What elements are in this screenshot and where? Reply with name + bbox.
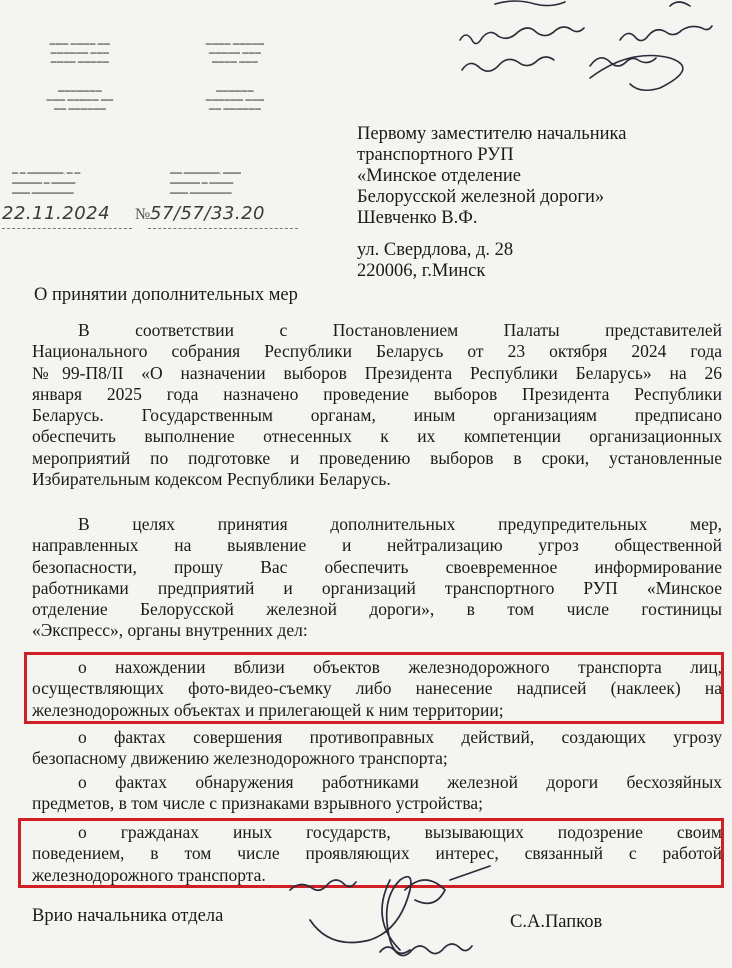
addressee-line: Белорусской железной дороги»: [357, 187, 605, 207]
text-line: о нахождении вблизи объектов железнодорожного транспорта лиц,: [78, 657, 722, 677]
subject-line: О принятии дополнительных мер: [34, 285, 298, 305]
letterhead-address-left: ▬ ▬ ▬▬▬▬▬▬, ▬ ▬ ▬▬▬▬▬ ▬ ▬▬▬▬ ▬▬▬ ▬▬▬▬▬▬▬: [12, 170, 81, 196]
paragraph-2: [32, 514, 722, 642]
addressee-line: транспортного РУП: [357, 145, 514, 165]
signatory-title: Врио начальника отдела: [32, 906, 224, 926]
registration-date: 22.11.2024: [2, 203, 111, 224]
list-item-2: [32, 727, 722, 770]
number-underline: [148, 228, 298, 229]
text-line: обеспечить выполнение отнесенных к их компетенции организационных: [32, 426, 722, 447]
text-line: работниками предприятий и организаций транспортного РУП «Минское: [32, 577, 722, 598]
letterhead-address-right: ▬▬ ▬▬▬▬▬▬, ▬▬▬ ▬▬▬▬▬ ▬ ▬▬▬▬ ▬▬▬ ▬▬▬▬▬▬▬: [170, 170, 242, 196]
text-line: поведением, в том числе проявляющих интерес, связанный с работой: [32, 843, 722, 864]
handwritten-resolution: [440, 0, 732, 100]
text-line: о фактах обнаружения работниками железной дороги бесхозяйных: [78, 772, 722, 792]
addressee: [357, 124, 626, 229]
text-line: предметов, в том числе с признаками взрывного устройства;: [32, 793, 484, 814]
addressee-line: «Минское отделение: [357, 166, 521, 186]
text-line: железнодорожных объектах и прилегающей к ним территории;: [32, 699, 504, 720]
text-line: Национального собрания Республики Беларусь от 23 октября 2024 года: [32, 341, 722, 362]
signatory-name: С.А.Папков: [510, 912, 603, 932]
letterhead-right: ▬▬▬▬ ▬▬▬▬▬ ▬▬▬▬▬ ▬▬▬ ▬▬▬▬ ▬▬▬ ▬▬▬▬▬▬ ▬▬▬▬▬▬ ▬▬▬ ▬▬ ▬▬▬▬▬▬: [205, 41, 265, 112]
list-item-3: [32, 772, 722, 815]
registration-number: 57/57/33.20: [150, 203, 265, 224]
text-line: безопасности, прошу Вас обеспечить своевременное информирование: [32, 556, 722, 577]
handwritten-signature: [280, 860, 510, 968]
date-underline: [2, 228, 132, 229]
text-line: В целях принятия дополнительных предупредительных мер,: [78, 514, 722, 534]
list-item-1: [32, 657, 722, 721]
text-line: №99-П8/II «О назначении выборов Президента Республики Беларусь» на 26: [32, 362, 722, 383]
text-line: направленных на выявление и нейтрализацию угроз общественной: [32, 535, 722, 556]
text-line: отделение Белорусской железной дороги», в том числе гостиницы: [32, 599, 722, 620]
address-line: 220006, г.Минск: [357, 261, 486, 281]
addressee-line: Первому заместителю начальника: [357, 124, 627, 144]
address-line: ул. Свердлова, д. 28: [357, 240, 514, 260]
text-line: января 2025 года назначено проведение выборов Президента Республики: [32, 383, 722, 404]
text-line: осуществляющих фото-видео-съемку либо нанесение надписей (наклеек) на: [32, 678, 722, 699]
text-line: «Экспресс», органы внутренних дел:: [32, 620, 308, 641]
text-line: о гражданах иных государств, вызывающих подозрение своим: [78, 822, 722, 842]
number-sign: №: [135, 206, 151, 223]
text-line: В соответствии с Постановлением Палаты представителей: [78, 320, 722, 340]
text-line: мероприятий по подготовке и проведению выборов в сроки, установленные: [32, 447, 722, 468]
paragraph-1: [32, 320, 722, 490]
text-line: Избирательным кодексом Республики Беларусь.: [32, 469, 391, 490]
letterhead-left: ▬▬▬ ▬▬▬▬ ▬▬ ▬▬▬▬▬▬ ▬▬▬ ▬▬▬▬ ▬▬▬▬▬ ▬▬▬▬▬▬▬ ▬▬▬ ▬▬▬▬▬ ▬▬ ▬▬ ▬▬▬▬▬▬: [46, 41, 114, 112]
text-line: о фактах совершения противоправных действий, создающих угрозу: [78, 727, 722, 747]
text-line: безопасному движению железнодорожного транспорта;: [32, 748, 448, 769]
addressee-address: [357, 240, 513, 282]
text-line: Беларусь. Государственным органам, иным организациям предписано: [32, 405, 722, 426]
addressee-line: Шевченко В.Ф.: [357, 208, 478, 228]
text-line: железнодорожного транспорта.: [32, 864, 266, 885]
